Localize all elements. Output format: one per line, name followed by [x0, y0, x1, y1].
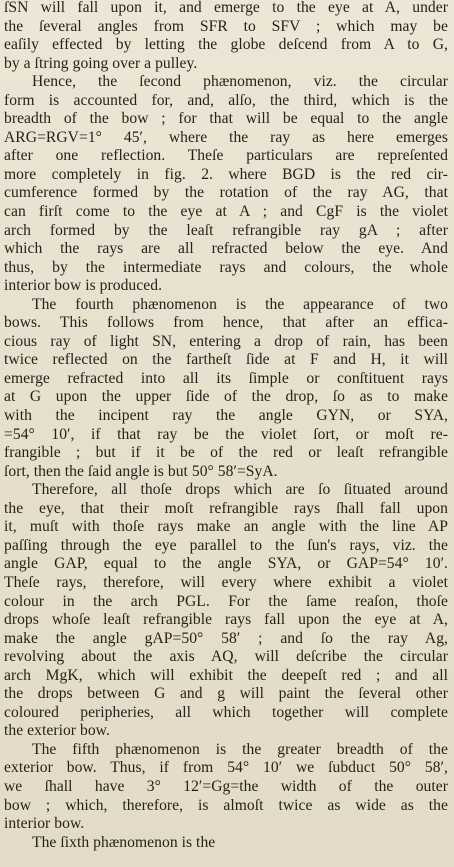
text-line: angle GAP, equal to the angle SYA, or GAP=54° 10′.: [4, 555, 448, 573]
text-line: which the rays are all refracted below the eye. And: [4, 240, 448, 258]
text-line: make the angle gAP=50° 58′ ; and ſo the ray Ag,: [4, 629, 448, 647]
text-line: by a ſtring going over a pulley.: [4, 54, 198, 72]
text-line: emerge refracted into all its ſimple or conſtituent rays: [4, 369, 448, 387]
text-line: the exterior bow.: [4, 722, 110, 740]
paragraph: [4, 73, 448, 296]
text-line: twice reflected on the fartheſt ſide at F and H, it will: [4, 351, 448, 369]
text-line: more completely in fig. 2. where BGD is the red cir-: [4, 165, 448, 183]
paragraph: [4, 0, 448, 73]
text-line: =54° 10′, if that ray be the violet ſort, or moſt re-: [4, 425, 448, 443]
text-line: ſort, then the ſaid angle is but 50° 58′=SyA.: [4, 462, 278, 480]
text-line: arch formed by the leaſt refrangible ray gA ; after: [4, 221, 448, 239]
text-line: ſSN will fall upon it, and emerge to the eye at A, under: [4, 0, 448, 16]
paragraph: [4, 296, 448, 481]
text-line: interior bow is produced.: [4, 277, 163, 295]
text-line: The ſixth phænomenon is the: [32, 833, 216, 851]
text-line: paſſing through the eye parallel to the ſun's rays, viz. the: [4, 536, 448, 554]
text-line: can firſt come to the eye at A ; and CgF is the violet: [4, 203, 448, 221]
text-line: the drops between G and g will paint the ſeveral other: [4, 685, 448, 703]
paragraph: [4, 481, 448, 741]
text-line: ARG=RGV=1° 45′, where the ray as here emerges: [4, 128, 448, 146]
text-line: breadth of the bow ; for that will be equal to the angle: [4, 110, 448, 128]
text-line: Hence, the ſecond phænomenon, viz. the circular: [32, 73, 448, 91]
text-line: frangible ; but if it be of the red or leaſt refrangible: [4, 444, 448, 462]
text-line: The fifth phænomenon is the greater breadth of the: [32, 740, 448, 758]
text-line: Therefore, all thoſe drops which are ſo ſituated around: [32, 481, 448, 499]
text-line: with the incipent ray the angle GYN, or SYA,: [4, 407, 448, 425]
text-line: the eye, that their moſt refrangible rays ſhall fall upon: [4, 499, 448, 517]
text-line: coloured peripheries, all which together will complete: [4, 703, 448, 721]
paragraph: [4, 834, 448, 853]
text-line: revolving about the axis AQ, will deſcribe the circular: [4, 648, 448, 666]
text-line: bow ; which, therefore, is almoſt twice as wide as the: [4, 796, 448, 814]
text-line: drops whoſe leaſt refrangible rays fall upon the eye at A,: [4, 611, 448, 629]
text-line: the ſeveral angles from SFR to SFV ; which may be: [4, 17, 448, 35]
text-line: colour in the arch PGL. For the ſame reaſon, thoſe: [4, 592, 448, 610]
text-line: after one reflection. Theſe particulars are repreſented: [4, 147, 448, 165]
text-line: cumference formed by the rotation of the ray AG, that: [4, 184, 448, 202]
text-line: Theſe rays, therefore, will every where exhibit a violet: [4, 573, 448, 591]
text-line: it, muſt with thoſe rays make an angle with the line AP: [4, 518, 448, 536]
text-line: exterior bow. Thus, if from 54° 10′ we ſubduct 50° 58′,: [4, 759, 448, 777]
paragraph: [4, 741, 448, 834]
text-line: cious ray of light SN, entering a drop of rain, has been: [4, 332, 448, 350]
text-line: interior bow.: [4, 815, 85, 833]
text-line: bows. This follows from hence, that after an effica-: [4, 314, 448, 332]
text-line: The fourth phænomenon is the appearance of two: [32, 295, 448, 313]
text-line: form is accounted for, and, alſo, the third, which is the: [4, 91, 448, 109]
text-line: we ſhall have 3° 12′=Gg=the width of the outer: [4, 777, 448, 795]
text-line: eaſily effected by letting the globe deſcend from A to G,: [4, 36, 448, 54]
text-line: arch MgK, which will exhibit the deepeſt red ; and all: [4, 666, 448, 684]
body-text: [4, 0, 448, 852]
text-line: at G upon the upper ſide of the drop, ſo as to make: [4, 388, 448, 406]
text-line: thus, by the intermediate rays and colours, the whole: [4, 258, 448, 276]
